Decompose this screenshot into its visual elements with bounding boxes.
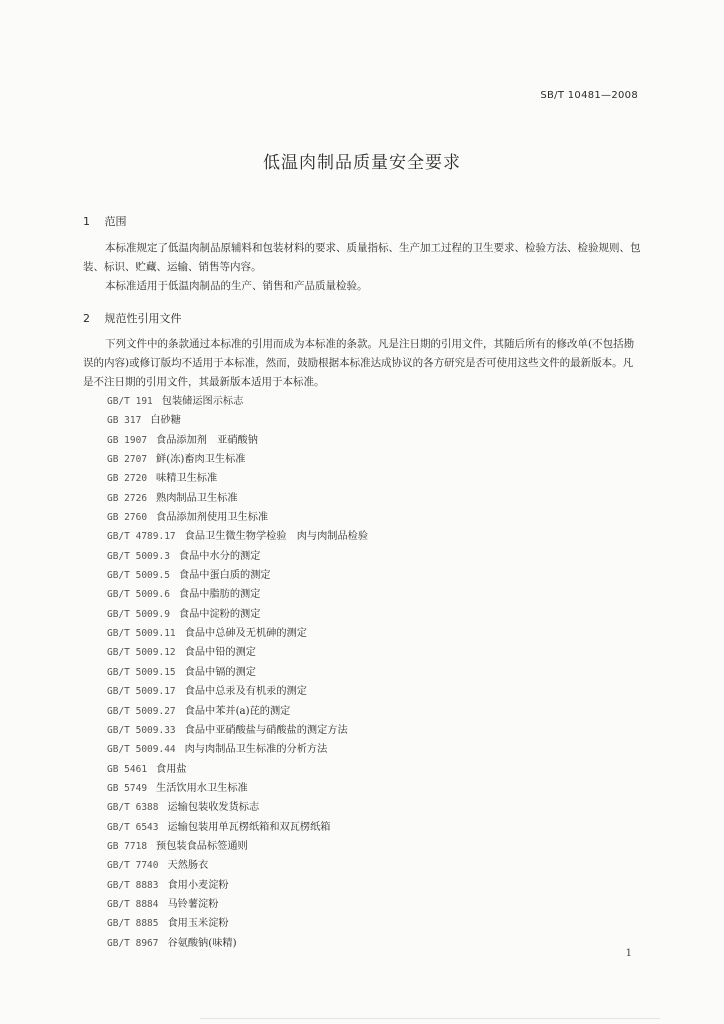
reference-code: GB 2760 [107, 512, 148, 524]
reference-title: 食品中脂肪的测定 [178, 589, 261, 601]
reference-title: 食品卫生微生物学检验 肉与肉制品检验 [184, 531, 369, 543]
reference-item [107, 856, 368, 875]
reference-title: 食用小麦淀粉 [167, 879, 229, 891]
reference-title: 生活饮用水卫生标准 [156, 782, 248, 794]
reference-code: GB 5461 [107, 763, 148, 775]
reference-title: 鲜(冻)畜肉卫生标准 [156, 454, 246, 466]
reference-title: 熟肉制品卫生标准 [156, 492, 238, 504]
reference-item [107, 450, 368, 469]
reference-title: 肉与肉制品卫生标准的分析方法 [184, 744, 328, 756]
reference-code: GB/T 5009.9 [107, 608, 170, 620]
document-title: 低温肉制品质量安全要求 [263, 153, 461, 173]
reference-code: GB/T 5009.17 [107, 686, 176, 698]
reference-item [107, 643, 368, 662]
reference-item [107, 779, 368, 798]
standard-code: SB/T 10481—2008 [540, 90, 638, 101]
reference-code: GB/T 5009.11 [107, 628, 176, 640]
references-intro [83, 335, 643, 392]
reference-item [107, 721, 368, 740]
reference-item [107, 392, 368, 411]
reference-code: GB/T 8967 [107, 937, 159, 949]
reference-code: GB/T 7740 [107, 860, 159, 872]
reference-item [107, 798, 368, 817]
section-heading-normative-references [83, 310, 182, 326]
reference-item [107, 663, 368, 682]
reference-title: 食品中淀粉的测定 [178, 608, 261, 620]
reference-title: 食品添加剂 亚硝酸钠 [156, 434, 258, 446]
section-heading-scope [83, 213, 127, 229]
reference-item [107, 489, 368, 508]
reference-title: 食品中镉的测定 [184, 666, 256, 678]
reference-code: GB/T 5009.27 [107, 705, 176, 717]
reference-code: GB/T 5009.44 [107, 744, 176, 756]
reference-item [107, 527, 368, 546]
reference-code: GB/T 8884 [107, 898, 159, 910]
reference-code: GB 2726 [107, 492, 148, 504]
reference-title: 食品中亚硝酸盐与硝酸盐的测定方法 [184, 724, 348, 736]
page-number: 1 [625, 948, 632, 959]
reference-title: 食用盐 [156, 763, 187, 775]
reference-item [107, 818, 368, 837]
reference-code: GB/T 6543 [107, 821, 159, 833]
reference-code: GB 1907 [107, 434, 148, 446]
reference-item [107, 895, 368, 914]
reference-title: 食品中总砷及无机砷的测定 [184, 628, 307, 640]
reference-title: 包装储运图示标志 [161, 396, 244, 407]
reference-code: GB/T 191 [107, 396, 153, 407]
reference-list [107, 392, 368, 953]
reference-code: GB 317 [107, 415, 142, 427]
reference-item [107, 411, 368, 430]
paragraph: 本标准适用于低温肉制品的生产、销售和产品质量检验。 [105, 280, 368, 292]
reference-code: GB/T 5009.6 [107, 589, 170, 601]
reference-title: 谷氨酸钠(味精) [167, 937, 237, 949]
reference-title: 食品中总汞及有机汞的测定 [184, 686, 307, 698]
reference-item [107, 760, 368, 779]
reference-title: 食用玉米淀粉 [167, 918, 229, 930]
reference-title: 食品中铅的测定 [184, 647, 256, 659]
section-title: 规范性引用文件 [104, 312, 182, 325]
section-number: 1 [83, 215, 90, 228]
reference-item [107, 914, 368, 933]
reference-item [107, 934, 368, 953]
reference-item [107, 547, 368, 566]
reference-code: GB/T 5009.3 [107, 550, 170, 562]
reference-item [107, 469, 368, 488]
reference-item [107, 876, 368, 895]
reference-code: GB 5749 [107, 782, 148, 794]
reference-title: 白砂糖 [150, 415, 181, 427]
reference-code: GB 2707 [107, 454, 148, 466]
reference-item [107, 431, 368, 450]
reference-item [107, 566, 368, 585]
reference-title: 运输包装收发货标志 [167, 802, 260, 814]
scope-text [83, 239, 643, 296]
reference-code: GB/T 5009.33 [107, 724, 176, 736]
reference-item [107, 624, 368, 643]
section-title: 范围 [104, 215, 127, 228]
section-number: 2 [83, 312, 90, 325]
reference-item [107, 702, 368, 721]
reference-title: 食品中蛋白质的测定 [178, 570, 271, 582]
reference-code: GB/T 8883 [107, 879, 159, 891]
reference-code: GB/T 6388 [107, 802, 159, 814]
reference-title: 运输包装用单瓦楞纸箱和双瓦楞纸箱 [167, 821, 331, 833]
reference-code: GB/T 5009.12 [107, 647, 176, 659]
reference-title: 食品中苯并(a)芘的测定 [184, 705, 291, 717]
reference-item [107, 605, 368, 624]
reference-item [107, 837, 368, 856]
reference-title: 预包装食品标签通则 [156, 840, 248, 852]
reference-code: GB/T 4789.17 [107, 531, 176, 543]
reference-title: 马铃薯淀粉 [167, 898, 219, 910]
reference-code: GB 2720 [107, 473, 148, 485]
paragraph: 本标准规定了低温肉制品原辅料和包装材料的要求、质量指标、生产加工过程的卫生要求、检验方法、检验规则、包装、标识、贮藏、运输、销售等内容。 [83, 242, 641, 273]
reference-item [107, 740, 368, 759]
reference-code: GB/T 5009.5 [107, 570, 170, 582]
reference-title: 食品添加剂使用卫生标准 [156, 512, 269, 524]
paragraph: 下列文件中的条款通过本标准的引用而成为本标准的条款。凡是注日期的引用文件，其随后所有的修改单(不包括勘误的内容)或修订版均不适用于本标准，然而，鼓励根据本标准达成协议的各方研究是否可使用这些文件的最新版本。凡是不注日期的引用文件，其最新版本适用于本标准。 [83, 338, 635, 388]
reference-code: GB/T 8885 [107, 918, 159, 930]
reference-code: GB 7718 [107, 840, 148, 852]
reference-code: GB/T 5009.15 [107, 666, 176, 678]
reference-title: 食品中水分的测定 [178, 550, 261, 562]
reference-title: 味精卫生标准 [156, 473, 218, 485]
reference-item [107, 682, 368, 701]
reference-title: 天然肠衣 [167, 860, 209, 872]
reference-item [107, 508, 368, 527]
scan-artifact-line [200, 1018, 660, 1019]
reference-item [107, 585, 368, 604]
